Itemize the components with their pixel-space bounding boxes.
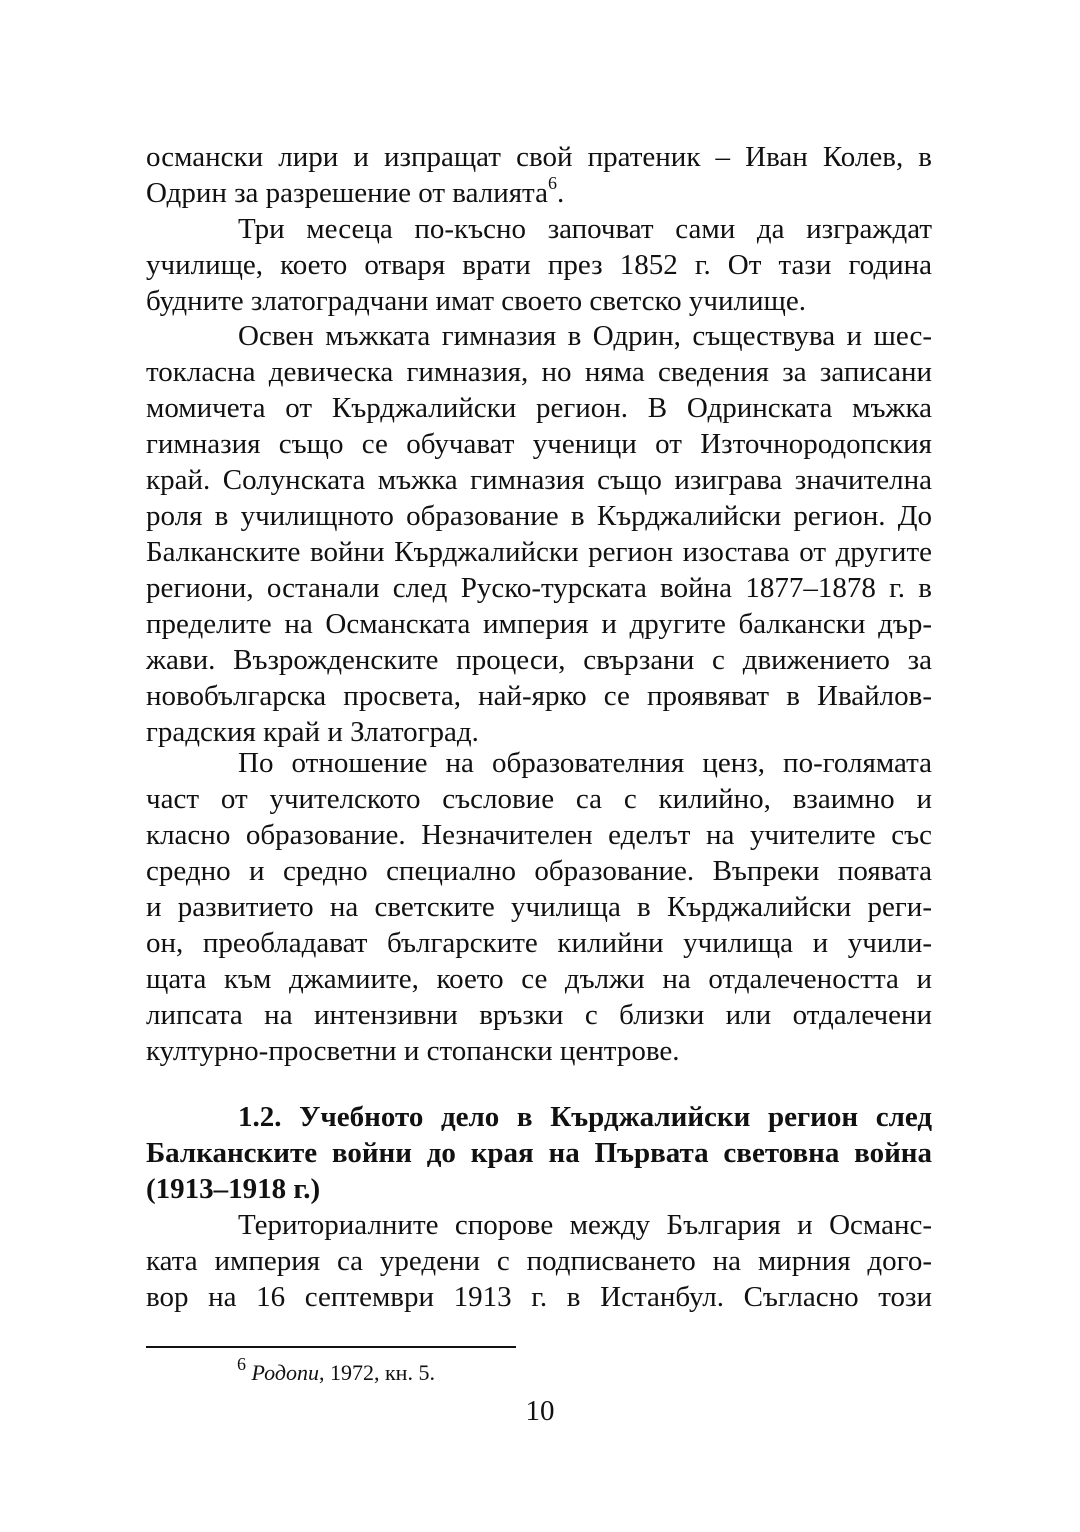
text-line: културно-просветни и стопански центрове. xyxy=(146,1035,680,1067)
heading-line: (1913–1918 г.) xyxy=(146,1173,321,1205)
text-line: пределите на Османската империя и другите балкански дър- xyxy=(146,608,932,640)
text-line: ката империя са уредени с подписването на мирния дого- xyxy=(146,1245,932,1277)
section-heading xyxy=(146,1099,932,1207)
text-line: класно образование. Незначителен еделът на учителите със xyxy=(146,819,932,851)
text-line: щата към джамиите, което се дължи на отдалечеността и xyxy=(146,963,932,995)
text-line: и развитието на светските училища в Кърджалийски реги- xyxy=(146,891,932,923)
text-line: липсата на интензивни връзки с близки или отдалечени xyxy=(146,999,932,1031)
footnote-separator xyxy=(146,1346,516,1348)
text-line: част от учителското съсловие са с килийно, взаимно и xyxy=(146,783,932,815)
paragraph-2 xyxy=(146,211,932,319)
page-number: 10 xyxy=(525,1395,555,1427)
heading-line: 1.2. Учебното дело в Кърджалийски регион след xyxy=(238,1101,932,1133)
paragraph-4 xyxy=(146,745,932,1069)
text-line-content: Одрин за разрешение от валията xyxy=(146,177,548,209)
footnote xyxy=(237,1353,435,1386)
footnote-rest: , 1972, кн. 5. xyxy=(318,1360,435,1385)
footnote-number: 6 xyxy=(237,1353,246,1374)
text-line: гимназия също се обучават ученици от Източнородопския xyxy=(146,428,932,460)
text-line: региони, останали след Руско-турската война 1877–1878 г. в xyxy=(146,572,932,604)
text-line: край. Солунската мъжка гимназия също изиграва значителна xyxy=(146,464,932,496)
text-line: токласна девическа гимназия, но няма сведения за записани xyxy=(146,356,932,388)
text-line: жави. Възрожденските процеси, свързани с движението за xyxy=(146,644,932,676)
paragraph-3 xyxy=(146,318,932,750)
text-line: градския край и Златоград. xyxy=(146,716,479,748)
text-line: средно и средно специално образование. Въпреки появата xyxy=(146,855,932,887)
text-line: По отношение на образователния ценз, по-голямата xyxy=(238,747,932,779)
paragraph-1 xyxy=(146,139,932,211)
text-line: он, преобладават българските килийни училища и учили- xyxy=(146,927,932,959)
footnote-source: Родопи xyxy=(251,1360,319,1385)
text-line: будните златоградчани имат своето светско училище. xyxy=(146,285,806,317)
text-line: момичета от Кърджалийски регион. В Одринската мъжка xyxy=(146,392,932,424)
text-line: вор на 16 септември 1913 г. в Истанбул. Съгласно този xyxy=(146,1281,932,1313)
text-line: новобългарска просвета, най-ярко се проявяват в Ивайлов- xyxy=(146,680,932,712)
footnote-reference: 6 xyxy=(547,173,557,194)
text-line: училище, което отваря врати през 1852 г. От тази година xyxy=(146,249,932,281)
text-line: Териториалните спорове между България и Османс- xyxy=(238,1209,932,1241)
text-line-tail: . xyxy=(556,177,565,209)
text-line: Балканските войни Кърджалийски регион изостава от другите xyxy=(146,536,932,568)
text-line xyxy=(146,175,932,211)
text-line: Три месеца по-късно започват сами да изграждат xyxy=(238,213,932,245)
text-line: Освен мъжката гимназия в Одрин, съществува и шес- xyxy=(238,320,932,352)
text-line: османски лири и изпращат свой пратеник – Иван Колев, в xyxy=(146,141,932,173)
section-paragraph xyxy=(146,1207,932,1315)
heading-line: Балканските войни до края на Първата световна война xyxy=(146,1137,932,1169)
text-line: роля в училищното образование в Кърджалийски регион. До xyxy=(146,500,932,532)
